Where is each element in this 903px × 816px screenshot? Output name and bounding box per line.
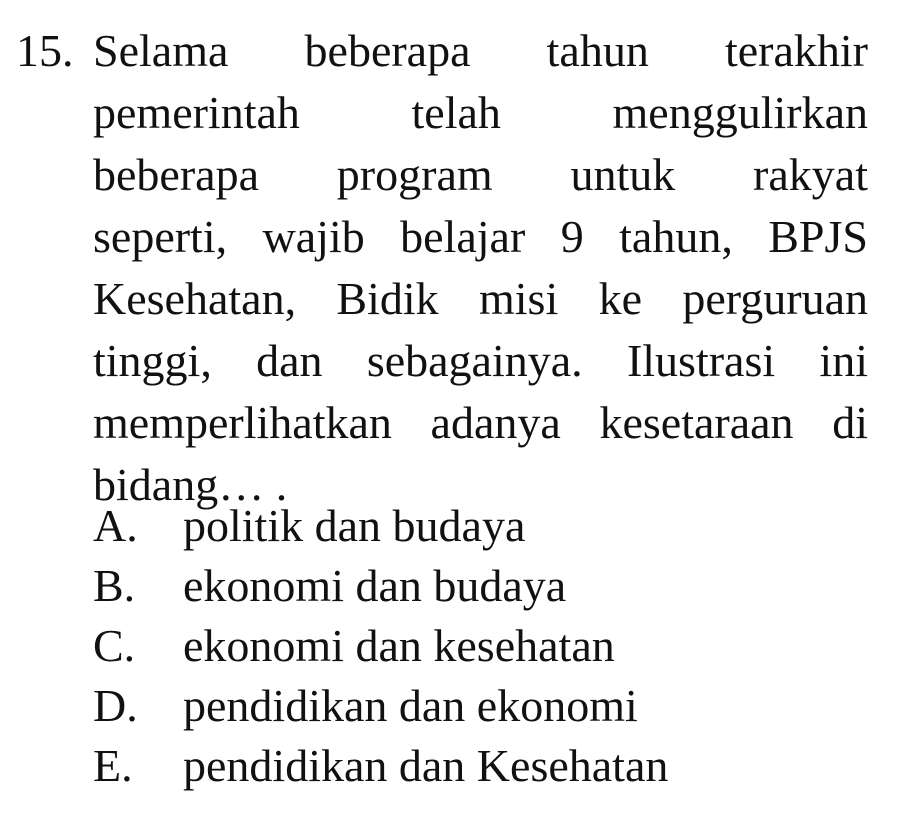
- option-letter: D.: [93, 680, 138, 731]
- question-line: beberapa program untuk rakyat: [93, 149, 868, 200]
- answer-options: [93, 496, 873, 796]
- option-text: pendidikan dan ekonomi: [183, 680, 638, 731]
- option-a[interactable]: [93, 496, 873, 556]
- question-line: seperti, wajib belajar 9 tahun, BPJS: [93, 211, 868, 262]
- question-line: pemerintah telah menggulirkan: [93, 87, 868, 138]
- question-line: Kesehatan, Bidik misi ke perguruan: [93, 273, 868, 324]
- option-letter: B.: [93, 560, 136, 611]
- question-text: [93, 20, 868, 516]
- option-text: pendidikan dan Kesehatan: [183, 740, 669, 791]
- question-line: tinggi, dan sebagainya. Ilustrasi ini: [93, 335, 868, 386]
- option-text: ekonomi dan budaya: [183, 560, 567, 611]
- option-b[interactable]: [93, 556, 873, 616]
- option-text: ekonomi dan kesehatan: [183, 620, 615, 671]
- option-d[interactable]: [93, 676, 873, 736]
- option-c[interactable]: [93, 616, 873, 676]
- option-letter: A.: [93, 500, 138, 551]
- question-line: memperlihatkan adanya kesetaraan di: [93, 397, 868, 448]
- question-line: bidang… .: [93, 459, 288, 510]
- option-text: politik dan budaya: [183, 500, 526, 551]
- question-line: Selama beberapa tahun terakhir: [93, 25, 868, 76]
- question-number: 15.: [16, 25, 74, 76]
- option-letter: E.: [93, 740, 133, 791]
- option-e[interactable]: [93, 736, 873, 796]
- option-letter: C.: [93, 620, 136, 671]
